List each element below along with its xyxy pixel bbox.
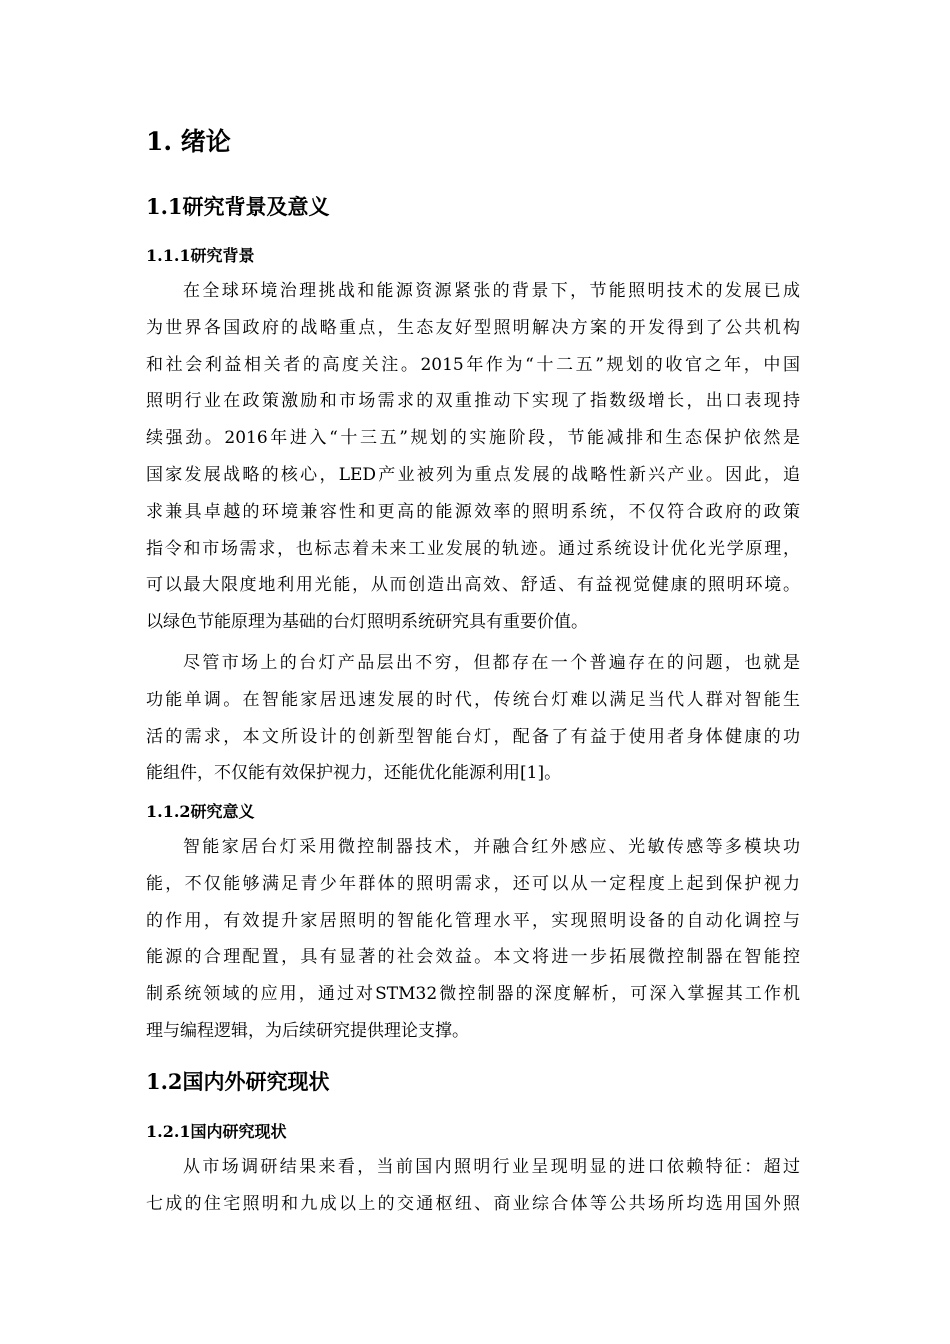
paragraph-line: 智能家居台灯采用微控制器技术，并融合红外感应、光敏传感等多模块功 [183, 837, 800, 857]
paragraph-line: 以绿色节能原理为基础的台灯照明系统研究具有重要价值。 [146, 612, 588, 633]
chapter-title: 1. 绪论 [146, 127, 231, 156]
subsection-heading-1-2-1: 1.2.1国内研究现状 [146, 1122, 287, 1141]
paragraph-line: 理与编程逻辑，为后续研究提供理论支撑。 [146, 1020, 469, 1041]
paragraph-line: 求兼具卓越的环境兼容性和更高的能源效率的照明系统，不仅符合政府的政策 [146, 501, 800, 522]
paragraph-line: 续强劲。2016年进入“十三五”规划的实施阶段，节能减排和生态保护依然是 [146, 428, 800, 449]
section-heading-1-1: 1.1研究背景及意义 [146, 194, 330, 219]
paragraph-line: 能组件，不仅能有效保护视力，还能优化能源利用[1]。 [146, 763, 562, 784]
paragraph-line: 能源的合理配置，具有显著的社会效益。本文将进一步拓展微控制器在智能控 [146, 947, 800, 968]
paragraph-line: 活的需求，本文所设计的创新型智能台灯，配备了有益于使用者身体健康的功 [146, 726, 800, 747]
paragraph-line: 能，不仅能够满足青少年群体的照明需求，还可以从一定程度上起到保护视力 [146, 873, 800, 894]
paragraph-line: 在全球环境治理挑战和能源资源紧张的背景下，节能照明技术的发展已成 [183, 281, 800, 301]
paragraph-line: 和社会利益相关者的高度关注。2015年作为“十二五”规划的收官之年，中国 [146, 354, 800, 375]
subsection-heading-1-1-2: 1.1.2研究意义 [146, 802, 255, 821]
paragraph-line: 国家发展战略的核心，LED产业被列为重点发展的战略性新兴产业。因此，追 [146, 464, 800, 485]
paragraph-research-background-2 [146, 645, 800, 792]
paragraph-line: 可以最大限度地利用光能，从而创造出高效、舒适、有益视觉健康的照明环境。 [146, 575, 800, 596]
paragraph-line: 为世界各国政府的战略重点，生态友好型照明解决方案的开发得到了公共机构 [146, 317, 800, 338]
paragraph-domestic-research [146, 1149, 800, 1223]
subsection-heading-1-1-1: 1.1.1研究背景 [146, 246, 255, 265]
paragraph-line: 从市场调研结果来看，当前国内照明行业呈现明显的进口依赖特征：超过 [183, 1157, 800, 1177]
section-heading-1-2: 1.2国内外研究现状 [146, 1069, 330, 1094]
paragraph-line: 照明行业在政策激励和市场需求的双重推动下实现了指数级增长，出口表现持 [146, 391, 800, 412]
paragraph-line: 制系统领域的应用，通过对STM32微控制器的深度解析，可深入掌握其工作机 [146, 984, 800, 1005]
paragraph-line: 功能单调。在智能家居迅速发展的时代，传统台灯难以满足当代人群对智能生 [146, 689, 800, 710]
paragraph-line: 尽管市场上的台灯产品层出不穷，但都存在一个普遍存在的问题，也就是 [183, 653, 800, 673]
paragraph-line: 指令和市场需求，也标志着未来工业发展的轨迹。通过系统设计优化光学原理， [146, 538, 800, 559]
paragraph-research-background-1 [146, 273, 800, 641]
paragraph-line: 七成的住宅照明和九成以上的交通枢纽、商业综合体等公共场所均选用国外照 [146, 1193, 800, 1214]
paragraph-line: 的作用，有效提升家居照明的智能化管理水平，实现照明设备的自动化调控与 [146, 910, 800, 931]
paragraph-research-significance [146, 829, 800, 1050]
